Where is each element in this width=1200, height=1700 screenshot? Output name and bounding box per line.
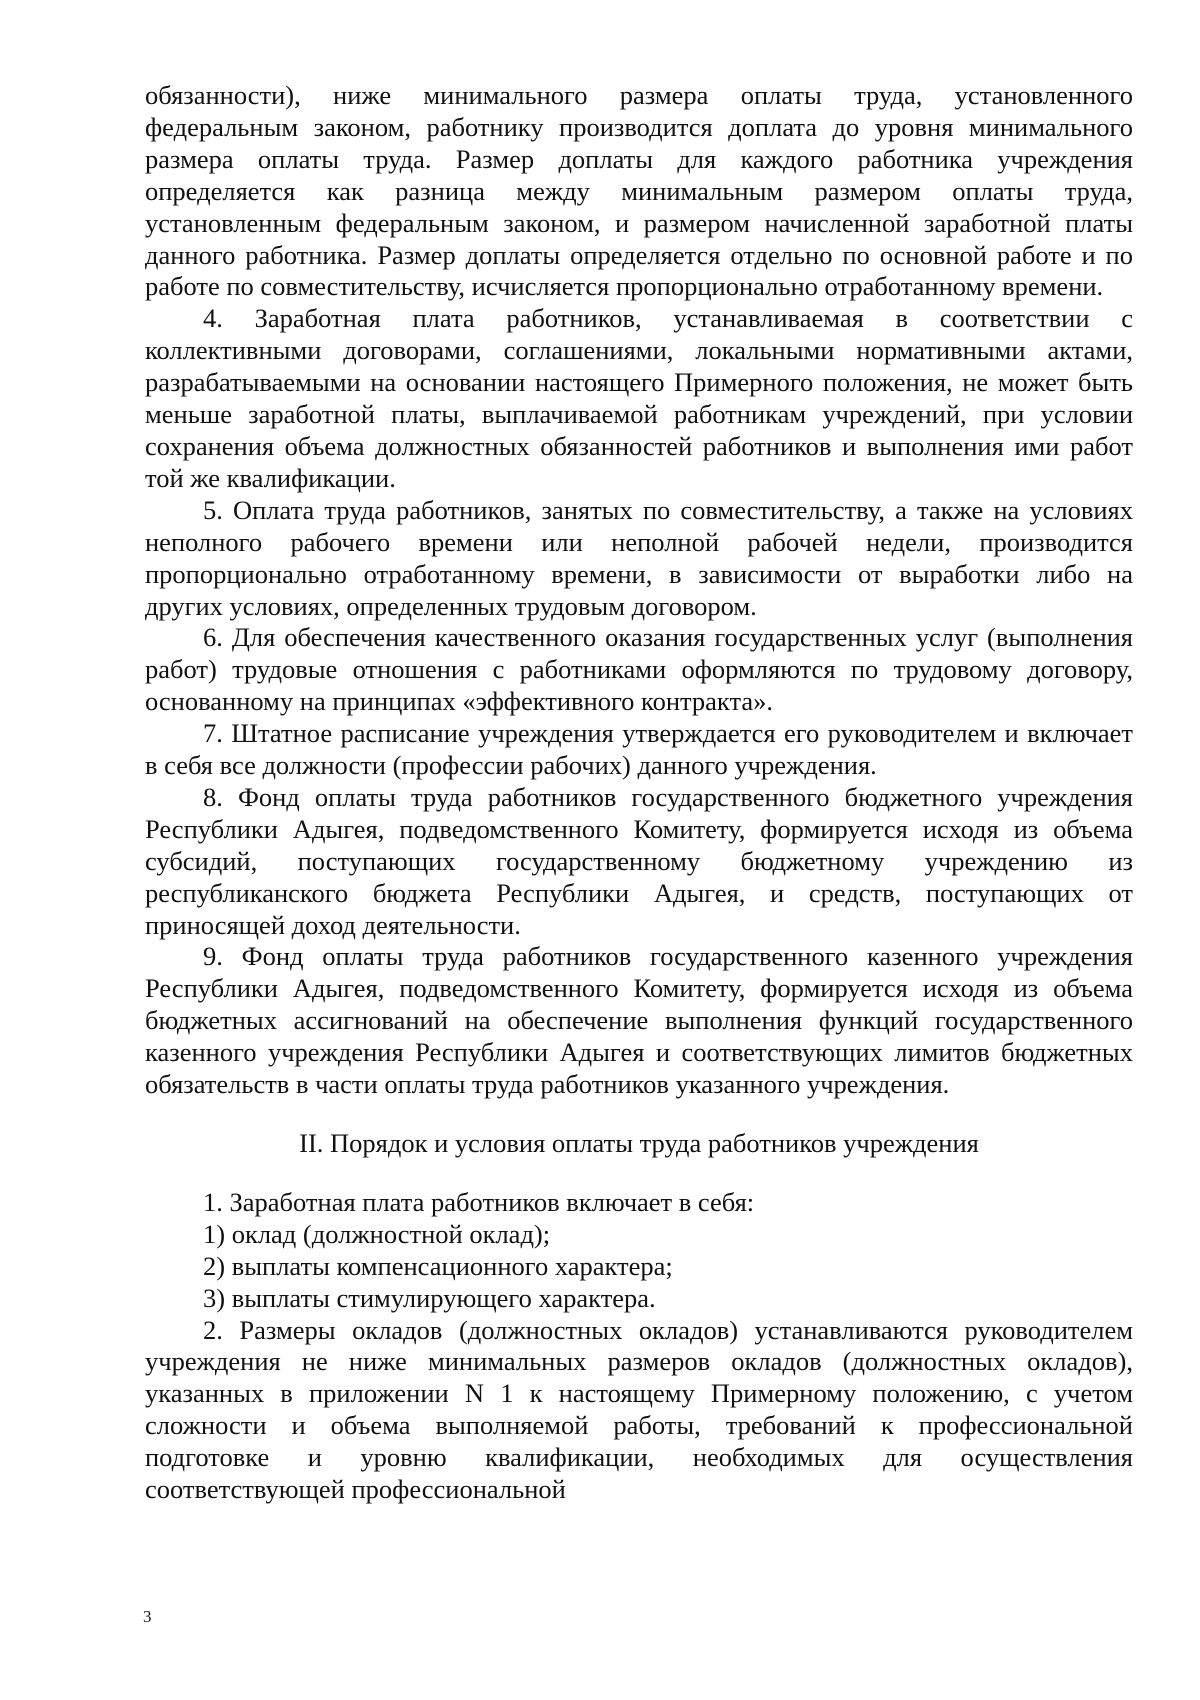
paragraph-item-2: 2. Размеры окладов (должностных окладов) устанавливаются руководителем учреждения не ниже минимальных размеров окладов (должностных окладов), указанных в приложении N 1 к настоящему Примерному положению, с учетом сложности и объема выполняемой работы, требований к профессиональной подготовке и уровню квалификации, необходимых для осуществления соответствующей профессиональной [145,1314,1133,1505]
list-item: 1) оклад (должностной оклад); [203,1218,551,1249]
page-number: 3 [143,1607,152,1626]
paragraph-item-7: 7. Штатное расписание учреждения утверждается его руководителем и включает в себя все должности (профессии рабочих) данного учреждения. [145,718,1133,781]
list-item: 3) выплаты стимулирующего характера. [203,1282,656,1313]
paragraph-item-4: 4. Заработная плата работников, устанавливаемая в соответствии с коллективными договорами, соглашениями, локальными нормативными актами, разрабатываемыми на основании настоящего Примерного положения, не может быть меньше заработной платы, выплачиваемой работникам учреждений, при условии сохранения объема должностных обязанностей работников и выполнения ими работ той же квалификации. [145,303,1133,493]
document-body [145,80,1133,1506]
paragraph-item-5: 5. Оплата труда работников, занятых по совместительству, а также на условиях неполного рабочего времени или неполной рабочей недели, производится пропорционально отработанному времени, в зависимости от выработки либо на других условиях, определенных трудовым договором. [145,494,1133,621]
paragraph-item-9: 9. Фонд оплаты труда работников государственного казенного учреждения Республики Адыгея, подведомственного Комитету, формируется исходя из объема бюджетных ассигнований на обеспечение выполнения функций государственного казенного учреждения Республики Адыгея и соответствующих лимитов бюджетных обязательств в части оплаты труда работников указанного учреждения. [145,941,1133,1100]
paragraph-item-8: 8. Фонд оплаты труда работников государственного бюджетного учреждения Республики Адыгея, подведомственного Комитету, формируется исходя из объема субсидий, поступающих государственному бюджетному учреждению из республиканского бюджета Республики Адыгея, и средств, поступающих от приносящей доход деятельности. [145,781,1133,940]
paragraph-continuation: обязанности), ниже минимального размера оплаты труда, установленного федеральным законом, работнику производится доплата до уровня минимального размера оплаты труда. Размер доплаты для каждого работника учреждения определяется как разница между минимальным размером оплаты труда, установленным федеральным законом, и размером начисленной заработной платы данного работника. Размер доплаты определяется отдельно по основной работе и по работе по совместительству, исчисляется пропорционально отработанному времени. [145,80,1133,302]
list-item: 2) выплаты компенсационного характера; [203,1250,673,1281]
section-heading: II. Порядок и условия оплаты труда работников учреждения [299,1128,979,1158]
list-intro: 1. Заработная плата работников включает в себя: [203,1186,755,1217]
paragraph-item-6: 6. Для обеспечения качественного оказания государственных услуг (выполнения работ) трудовые отношения с работниками оформляются по трудовому договору, основанному на принципах «эффективного контракта». [145,622,1133,717]
